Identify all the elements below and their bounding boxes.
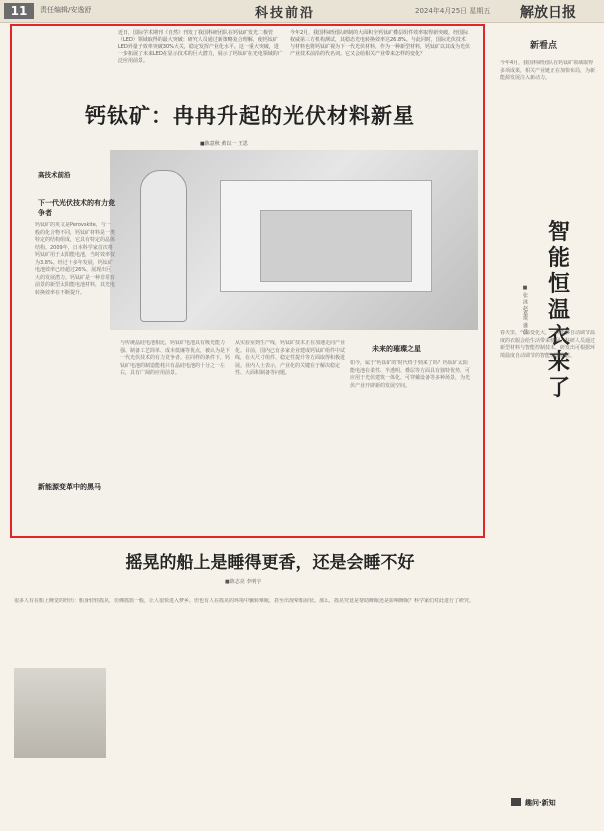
col-2: 与传统晶硅电池相比，钙钛矿电池具有吸光能力强、制备工艺简单、成本低廉等优点，被认为是下一代光伏技术的有力竞争者。在同样的条件下，钙钛矿电池的制造能耗只有晶硅电池的十分之一左右，具有广阔的应用前景。 — [120, 340, 230, 376]
lab-photo — [110, 150, 478, 330]
worker-figure — [140, 170, 187, 322]
subhead-3: 新能源变革中的黑马 — [38, 483, 101, 491]
sidebar-text-2: 春天里，气温变化大，一件能够自动调节温度的衣服会给生活带来便利。科研人员通过新型材料与智能控制技术，研发出可根据环境温度自动调节的智能恒温服装。 — [500, 330, 596, 359]
intro-right: 今年2月，我国科研团队研制的大面积全钙钛矿叠层组件效率取得新突破，经国际权威第三方机构测试，其稳态光电转换效率达26.8%。与此同时，国际光伏技术与材料也将钙钛矿视为下一代光伏材料，作为一种新型材料，钙钛矿以其成为光伏产业技术前沿的代名词。它又会给相关产业带来怎样的变化？ — [290, 30, 471, 57]
intro-left: 近日，国际学术期刊《自然》刊发了我国科研团队在钙钛矿发光二极管（LED）领域取得的最大突破：研究人员通过新策略复合理解，使钙钛矿LED外量子效率突破30%大关，稳定发挥产业化水平。这一重大突破，进一步拓展了未来LED在显示技术的巨大潜力，展示了钙钛矿在光电领域的广泛应用前景。 — [118, 30, 283, 64]
ticker: 趣问·新知 — [525, 799, 556, 807]
col-3: 从实验室到生产线，钙钛矿技术正在加速走向产业化。目前，国内已有多家企业建成钙钛矿组件中试线，在大尺寸组件、稳定性提升等方面取得积极进展。业内人士表示，产业化的关键在于解决稳定性、大面积制备等问题。 — [235, 340, 345, 376]
subhead-1: 下一代光伏技术的有力竞争者 — [38, 199, 115, 217]
page-header — [0, 0, 604, 23]
editors-line: 责任编辑/安逸舒 — [40, 6, 92, 14]
col-4: 如今，属于'钙钛矿的'时代终于到来了吗？钙钛矿太阳能电池在柔性、半透明、叠层等方面具有独特优势，可应用于光伏建筑一体化、可穿戴设备等多种场景，为光伏产业开辟新的发展空间。 — [350, 360, 470, 389]
col-1: 钙钛矿的英文是Perovskite，与一般的化合物不同，钙钛矿材料是一类特定的结构组成，它具有特定的晶体结构。2009年，日本科学家首次将钙钛矿用于太阳能电池，当时效率仅为3.8%。经过十多年发展，钙钛矿电池效率已经超过26%，展现出巨大的发展潜力。钙钛矿是一种非常有前景的新型太阳能电池材料，其光电转换效率在不断提升。 — [35, 222, 115, 296]
bottom-photo — [14, 668, 106, 758]
equipment-panel — [260, 210, 412, 282]
sidebar-byline: ■ 张 泳 赵嘉琪 盛 晨 — [522, 285, 528, 334]
sidebar-vertical-title: 智能恒温衣来了 — [548, 220, 571, 401]
bottom-byline: ■陈志亮 李明宇 — [225, 579, 262, 585]
sidebar-text-1: 今年4月，我国科研团队在钙钛矿领域取得多项成果，相关产业链正在加快布局，为新能源发展注入新动力。 — [500, 60, 596, 81]
sidebar-label: 新看点 — [530, 41, 558, 51]
feature-title: 钙钛矿：冉冉升起的光伏材料新星 — [85, 104, 415, 128]
subhead-2: 未来的璀璨之星 — [372, 345, 421, 353]
feature-byline: ■陈意秋 黄以一 王思 — [200, 141, 248, 147]
page-number: 11 — [4, 3, 34, 19]
section-title: 科技前沿 — [255, 6, 316, 21]
bottom-title: 摇晃的船上是睡得更香，还是会睡不好 — [125, 553, 415, 573]
issue-date: 2024年4月25日 星期五 — [415, 7, 491, 15]
section-label: 高技术前沿 — [38, 171, 71, 179]
masthead-logo: 解放日报 — [520, 5, 576, 21]
bottom-text: 很多人有在船上睡觉的经历：船身轻轻摇晃，仿佛摇篮一般，让人很快进入梦乡。但也有人在摇晃的环境中辗转难眠，甚至出现晕船症状。那么，摇晃究竟是帮助睡眠还是影响睡眠？科学家们对此进行了研究。 — [14, 598, 475, 604]
